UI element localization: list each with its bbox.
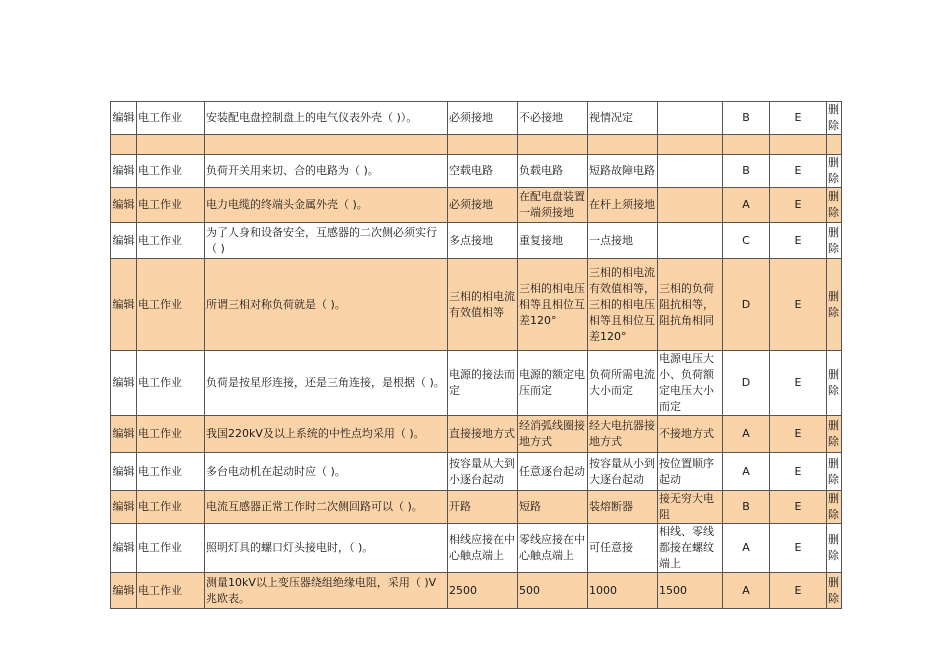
delete-link[interactable]: 删除	[827, 524, 842, 573]
table-body	[111, 102, 842, 609]
level-cell: E	[770, 491, 827, 524]
option-d-cell	[658, 188, 723, 223]
option-a-cell: 2500	[448, 573, 518, 609]
option-a-cell: 电源的接法而定	[448, 351, 518, 416]
category-cell: 电工作业	[137, 524, 205, 573]
option-c-cell: 在杆上须接地	[588, 188, 658, 223]
level-cell: E	[770, 102, 827, 135]
delete-link[interactable]: 删除	[827, 453, 842, 491]
answer-cell: A	[723, 524, 770, 573]
option-b-cell: 经消弧线圈接地方式	[518, 416, 588, 453]
option-a-cell	[448, 135, 518, 155]
category-cell: 电工作业	[137, 491, 205, 524]
option-b-cell: 任意逐台起动	[518, 453, 588, 491]
table-row	[111, 188, 842, 223]
answer-cell: A	[723, 573, 770, 609]
option-a-cell: 直接接地方式	[448, 416, 518, 453]
table-row	[111, 259, 842, 351]
option-b-cell: 在配电盘装置一端须接地	[518, 188, 588, 223]
edit-link[interactable]: 编辑	[111, 155, 137, 188]
table-row	[111, 223, 842, 259]
table-row	[111, 155, 842, 188]
question-cell: 测量10kV以上变压器绕组绝缘电阻，采用（ )V兆欧表。	[205, 573, 448, 609]
table-row	[111, 135, 842, 155]
delete-link[interactable]: 删除	[827, 188, 842, 223]
answer-cell: C	[723, 223, 770, 259]
option-a-cell: 多点接地	[448, 223, 518, 259]
edit-link[interactable]	[111, 135, 137, 155]
option-d-cell: 不接地方式	[658, 416, 723, 453]
question-cell: 电流互感器正常工作时二次侧回路可以（ )。	[205, 491, 448, 524]
level-cell: E	[770, 453, 827, 491]
option-a-cell: 相线应接在中心触点端上	[448, 524, 518, 573]
option-b-cell: 负载电路	[518, 155, 588, 188]
question-cell: 负荷是按星形连接，还是三角连接，是根据（ )。	[205, 351, 448, 416]
option-d-cell	[658, 223, 723, 259]
table-row	[111, 416, 842, 453]
question-cell: 为了人身和设备安全，互感器的二次侧必须实行（ )	[205, 223, 448, 259]
option-d-cell: 相线、零线都接在螺纹端上	[658, 524, 723, 573]
option-c-cell: 装熔断器	[588, 491, 658, 524]
category-cell: 电工作业	[137, 155, 205, 188]
delete-link[interactable]: 删除	[827, 223, 842, 259]
question-cell: 电力电缆的终端头金属外壳（ )。	[205, 188, 448, 223]
delete-link[interactable]	[827, 135, 842, 155]
level-cell: E	[770, 223, 827, 259]
option-b-cell: 三相的相电压相等且相位互差120°	[518, 259, 588, 351]
option-d-cell: 按位置顺序起动	[658, 453, 723, 491]
answer-cell: A	[723, 416, 770, 453]
question-table	[110, 101, 842, 609]
category-cell: 电工作业	[137, 453, 205, 491]
option-a-cell: 必须接地	[448, 188, 518, 223]
option-d-cell	[658, 155, 723, 188]
option-a-cell: 开路	[448, 491, 518, 524]
answer-cell: B	[723, 491, 770, 524]
option-c-cell: 视情况定	[588, 102, 658, 135]
edit-link[interactable]: 编辑	[111, 453, 137, 491]
edit-link[interactable]: 编辑	[111, 259, 137, 351]
option-b-cell: 重复接地	[518, 223, 588, 259]
table-row	[111, 524, 842, 573]
option-c-cell: 经大电抗器接地方式	[588, 416, 658, 453]
category-cell: 电工作业	[137, 223, 205, 259]
delete-link[interactable]: 删除	[827, 259, 842, 351]
option-d-cell: 三相的负荷阻抗相等，阻抗角相同	[658, 259, 723, 351]
option-b-cell: 短路	[518, 491, 588, 524]
delete-link[interactable]: 删除	[827, 155, 842, 188]
answer-cell: B	[723, 155, 770, 188]
edit-link[interactable]: 编辑	[111, 102, 137, 135]
level-cell: E	[770, 155, 827, 188]
question-cell: 我国220kV及以上系统的中性点均采用（ )。	[205, 416, 448, 453]
option-b-cell: 不必接地	[518, 102, 588, 135]
option-b-cell: 500	[518, 573, 588, 609]
option-d-cell	[658, 135, 723, 155]
edit-link[interactable]: 编辑	[111, 416, 137, 453]
level-cell: E	[770, 351, 827, 416]
option-c-cell: 一点接地	[588, 223, 658, 259]
answer-cell: D	[723, 351, 770, 416]
delete-link[interactable]: 删除	[827, 416, 842, 453]
option-b-cell	[518, 135, 588, 155]
option-a-cell: 必须接地	[448, 102, 518, 135]
level-cell: E	[770, 573, 827, 609]
option-a-cell: 按容量从大到小逐台起动	[448, 453, 518, 491]
table-row	[111, 491, 842, 524]
category-cell: 电工作业	[137, 573, 205, 609]
level-cell: E	[770, 416, 827, 453]
table-row	[111, 573, 842, 609]
answer-cell: A	[723, 453, 770, 491]
answer-cell: B	[723, 102, 770, 135]
table-row	[111, 102, 842, 135]
answer-cell	[723, 135, 770, 155]
question-cell: 安装配电盘控制盘上的电气仪表外壳（ )）。	[205, 102, 448, 135]
delete-link[interactable]: 删除	[827, 351, 842, 416]
option-b-cell: 零线应接在中心触点端上	[518, 524, 588, 573]
delete-link[interactable]: 删除	[827, 491, 842, 524]
category-cell: 电工作业	[137, 259, 205, 351]
option-b-cell: 电源的额定电压而定	[518, 351, 588, 416]
delete-link[interactable]: 删除	[827, 102, 842, 135]
level-cell: E	[770, 524, 827, 573]
edit-link[interactable]: 编辑	[111, 223, 137, 259]
option-d-cell: 1500	[658, 573, 723, 609]
edit-link[interactable]: 编辑	[111, 491, 137, 524]
category-cell: 电工作业	[137, 351, 205, 416]
question-cell: 所谓三相对称负荷就是（ )。	[205, 259, 448, 351]
level-cell: E	[770, 259, 827, 351]
answer-cell: A	[723, 188, 770, 223]
table-row	[111, 351, 842, 416]
option-c-cell: 三相的相电流有效值相等，三相的相电压相等且相位互差120°	[588, 259, 658, 351]
option-c-cell	[588, 135, 658, 155]
category-cell	[137, 135, 205, 155]
option-a-cell: 三相的相电流有效值相等	[448, 259, 518, 351]
answer-cell: D	[723, 259, 770, 351]
table-row	[111, 453, 842, 491]
question-cell	[205, 135, 448, 155]
edit-link[interactable]: 编辑	[111, 573, 137, 609]
level-cell	[770, 135, 827, 155]
category-cell: 电工作业	[137, 102, 205, 135]
edit-link[interactable]: 编辑	[111, 188, 137, 223]
level-cell: E	[770, 188, 827, 223]
question-cell: 多台电动机在起动时应（ )。	[205, 453, 448, 491]
category-cell: 电工作业	[137, 416, 205, 453]
question-cell: 照明灯具的螺口灯头接电时，（ )。	[205, 524, 448, 573]
edit-link[interactable]: 编辑	[111, 351, 137, 416]
edit-link[interactable]: 编辑	[111, 524, 137, 573]
option-c-cell: 可任意接	[588, 524, 658, 573]
option-c-cell: 1000	[588, 573, 658, 609]
option-c-cell: 按容量从小到大逐台起动	[588, 453, 658, 491]
option-a-cell: 空载电路	[448, 155, 518, 188]
option-c-cell: 短路故障电路	[588, 155, 658, 188]
option-c-cell: 负荷所需电流大小而定	[588, 351, 658, 416]
question-cell: 负荷开关用来切、合的电路为（ )。	[205, 155, 448, 188]
option-d-cell: 接无穷大电阻	[658, 491, 723, 524]
option-d-cell: 电源电压大小、负荷额定电压大小而定	[658, 351, 723, 416]
option-d-cell	[658, 102, 723, 135]
delete-link[interactable]: 删除	[827, 573, 842, 609]
category-cell: 电工作业	[137, 188, 205, 223]
